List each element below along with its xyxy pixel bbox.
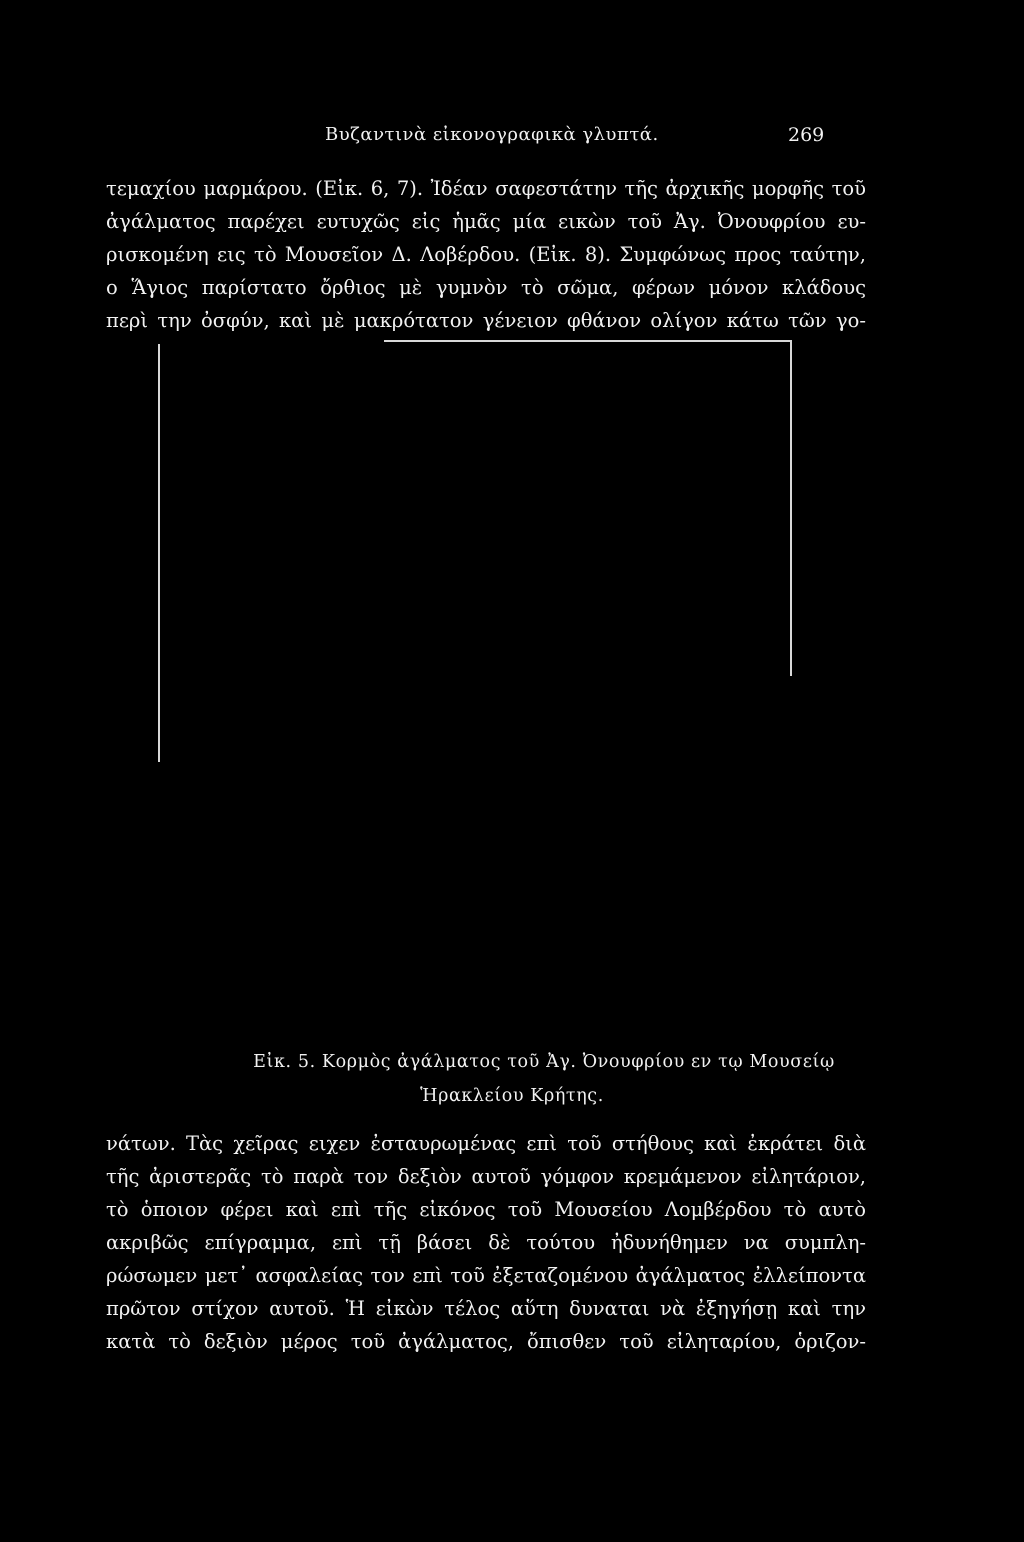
running-header — [0, 124, 1024, 154]
text-line: ακριβῶς επίγραμμα, επὶ τῇ βάσει δὲ τούτου ἠδυνήθημεν να συμπλη- — [106, 1231, 866, 1254]
text-line: πρῶτον στίχον αυτοῦ. Ἡ εἰκὼν τέλος αὕτη δυναται νὰ ἐξηγήσῃ καὶ την — [106, 1297, 866, 1320]
body-paragraph-bottom — [106, 1127, 866, 1358]
figure-caption: Εἰκ. 5. Κορμὸς ἀγάλματος τοῦ Ἀγ. Ὀνουφρίου εν τῳ Μουσείῳ — [253, 1052, 835, 1072]
text-line: κατὰ τὸ δεξιὸν μέρος τοῦ ἀγάλματος, ὄπισθεν τοῦ εἰληταρίου, ὁριζον- — [106, 1330, 866, 1353]
text-line: ρισκομένη εις τὸ Μουσεῖον Δ. Λοβέρδου. (Εἰκ. 8). Συμφώνως προς ταύτην, — [106, 243, 866, 266]
figure-statue-photo — [158, 340, 792, 770]
text-line: ρώσωμεν μετ᾽ ασφαλείας τον επὶ τοῦ ἐξεταζομένου ἀγάλματος ἐλλείποντα — [106, 1264, 866, 1287]
figure-right-border — [790, 340, 792, 676]
text-line: περὶ την ὀσφύν, καὶ μὲ μακρότατον γένειον φθάνον ολίγον κάτω τῶν γο- — [106, 309, 866, 332]
text-line: ἀγάλματος παρέχει ευτυχῶς εἰς ἡμᾶς μία εικὼν τοῦ Ἀγ. Ὀνουφρίου ευ- — [106, 210, 866, 233]
text-line: ο Ἅγιος παρίστατο ὄρθιος μὲ γυμνὸν τὸ σῶμα, φέρων μόνον κλάδους — [106, 276, 866, 299]
figure-top-border — [384, 340, 792, 342]
text-line: τῆς ἀριστερᾶς τὸ παρὰ τον δεξιὸν αυτοῦ γόμφον κρεμάμενον εἰλητάριον, — [106, 1165, 866, 1188]
figure-caption-continued: Ἡρακλείου Κρήτης. — [420, 1086, 604, 1106]
text-line: τὸ ὁποιον φέρει καὶ επὶ τῆς εἰκόνος τοῦ Μουσείου Λομβέρδου τὸ αυτὸ — [106, 1198, 866, 1221]
text-line: τεμαχίου μαρμάρου. (Εἰκ. 6, 7). Ἰδέαν σαφεστάτην τῆς ἀρχικῆς μορφῆς τοῦ — [106, 177, 866, 200]
body-paragraph-top — [106, 172, 866, 337]
page-number: 269 — [788, 124, 825, 146]
text-line: νάτων. Τὰς χεῖρας ειχεν ἐσταυρωμένας επὶ τοῦ στήθους καὶ ἐκράτει διὰ — [106, 1132, 866, 1155]
figure-left-border — [158, 344, 160, 762]
running-title: Βυζαντινὰ εἰκονογραφικὰ γλυπτά. — [325, 124, 659, 145]
